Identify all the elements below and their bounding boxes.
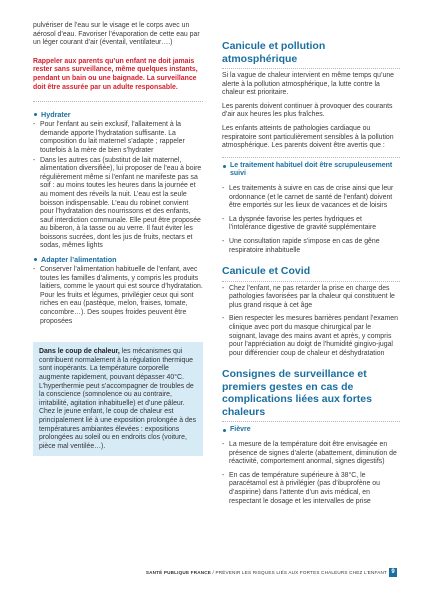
bullet-dot-icon	[223, 429, 226, 432]
covid-list	[222, 285, 400, 359]
list-item: - La dyspnée favorise les pertes hydriques et l’intolérance digestive de gravité supplémentaire	[222, 216, 400, 233]
paragraph-2: Les parents doivent continuer à provoquer des courants d’air aux heures les plus fraîches.	[222, 102, 393, 119]
warning-text: Rappeler aux parents qu’un enfant ne doit jamais rester sans surveillance, même quelques instants, pendant un bain ou une baignade. La surveillance doit être assurée par un adulte responsable.	[33, 57, 198, 91]
footer-brand: SANTÉ PUBLIQUE FRANCE	[145, 570, 212, 575]
footer-text	[146, 570, 387, 575]
paragraph-3: Les enfants atteints de pathologies cardiaque ou respiratoire sont particulièrement sensibles à la pollution atmosphérique. Les parents doivent être avertis que :	[222, 124, 394, 150]
treat-list	[222, 185, 400, 255]
heading-pollution: Canicule et pollution atmosphérique	[222, 40, 326, 65]
list-item: - Bien respecter les mesures barrières pendant l’examen clinique avec port du masque chirurgical par le soignant, lavage des mains avant et après, y compris pour l’appréciation au doigt de l’humidité gingivo-jugal pour différencier coup de chaleur et déshydratation	[222, 315, 400, 358]
bullet-dot-icon	[34, 113, 37, 116]
right-column	[222, 40, 400, 507]
divider	[222, 421, 400, 422]
list-item: - La mesure de la température doit être envisagée en présence de signes d’alerte (abattement, diminution de réactivité, comportement anormal, signes digestifs)	[222, 441, 400, 467]
divider	[222, 68, 400, 69]
page-number: 9	[389, 568, 397, 577]
intro-text: pulvériser de l’eau sur le visage et le corps avec un aérosol d’eau. Favoriser l’évaporation de cette eau par un léger courant d’air (éventail, ventilateur….)	[33, 22, 200, 47]
list-item: - En cas de température supérieure à 38°C, le paracétamol est à privilégier (pas d’ibuprofène ou d’aspirine) dans l’attente d’un avis médical, en respectant le dosage et les intervalles de prise	[222, 472, 400, 506]
section-traitement	[222, 162, 400, 179]
divider	[222, 157, 400, 158]
heading-covid: Canicule et Covid	[222, 265, 311, 278]
divider	[33, 101, 203, 102]
list-item: - Pour l’enfant au sein exclusif, l’allaitement à la demande apporte l’hydratation suffisante. La composition du lait maternel s’adapte ; rappeler toutefois à la mère de bien s’hydrater	[33, 121, 203, 155]
list-item: - Chez l’enfant, ne pas retarder la prise en charge des pathologies favorisées par la chaleur qui constituent le plus grand risque à cet âge	[222, 285, 400, 311]
section-fievre-title: Fièvre	[230, 426, 251, 434]
adapt-list	[33, 266, 203, 326]
divider	[222, 281, 400, 282]
heading-consignes: Consignes de surveillance et premiers gestes en cas de complications liées aux fortes chaleurs	[222, 368, 372, 418]
list-item: - Une consultation rapide s’impose en cas de gêne respiratoire inhabituelle	[222, 238, 400, 255]
section-fievre	[222, 426, 400, 435]
section-traitement-title: Le traitement habituel doit être scrupuleusement suivi	[230, 161, 393, 178]
hydrate-list	[33, 121, 203, 251]
section-alimentation-title: Adapter l’alimentation	[41, 255, 117, 265]
footer-title: PRÉVENIR LES RISQUES LIÉS AUX FORTES CHALEURS CHEZ L’ENFANT	[215, 570, 387, 575]
footer-separator: /	[211, 570, 216, 575]
info-box-coup-de-chaleur	[33, 342, 203, 456]
fever-list	[222, 441, 400, 506]
list-item: - Conserver l’alimentation habituelle de l’enfant, avec toutes les familles d’aliments, y compris les produits laitiers, comme le yaourt qui est source d’hydratation. Pour les fruits et légumes, privilégier ceux qui sont riches en eau (pastèque, melon, fraises, tomate, concombre…). Des soupes froides peuvent être proposées	[33, 266, 203, 326]
info-box-text: les mécanismes qui contribuent normalement à la régulation thermique sont inopérants. La température corporelle augmente rapidement, pouvant dépasser 40°C. L’hyperthermie peut s’accompagner de troubles de la conscience (somnolence ou au contraire, irritabilité, agitation inhabituelle) et d’une pâleur. Chez le jeune enfant, le coup de chaleur est principalement lié à une exposition prolongée à des températures ambiantes élevées : expositions prolongées au soleil ou en endroits clos (voiture, pièce mal ventilée…).	[39, 348, 197, 450]
bullet-dot-icon	[223, 165, 226, 168]
section-hydrater-title: Hydrater	[41, 110, 71, 120]
left-column	[33, 22, 203, 456]
list-item: - Les traitements à suivre en cas de crise ainsi que leur ordonnance (et le carnet de santé de l’enfant) doivent être emportés sur les lieux de vacances et de loisirs	[222, 185, 400, 211]
list-item: - Dans les autres cas (substitut de lait maternel, alimentation diversifiée), lui proposer de l’eau à boire régulièrement même si l’enfant ne manifeste pas sa soif : au moins toutes les heures dans la journée et au moment des réveils la nuit. L’eau est la seule boisson indispensable. L’eau du robinet convient pour l’hydratation des nourrissons et des enfants, sauf interdiction communale. Elle peut être proposée au biberon, à la tasse ou au verre. Il faut éviter les boissons sucrées, dont les jus de fruits, nectars et sodas, mêmes lights	[33, 157, 203, 252]
section-alimentation	[33, 255, 203, 264]
section-hydrater	[33, 110, 203, 119]
bullet-dot-icon	[34, 258, 37, 261]
paragraph-1: Si la vague de chaleur intervient en même temps qu’une alerte à la pollution atmosphérique, la lutte contre la chaleur est prioritaire.	[222, 72, 394, 97]
info-box-lead: Dans le coup de chaleur,	[39, 348, 120, 356]
